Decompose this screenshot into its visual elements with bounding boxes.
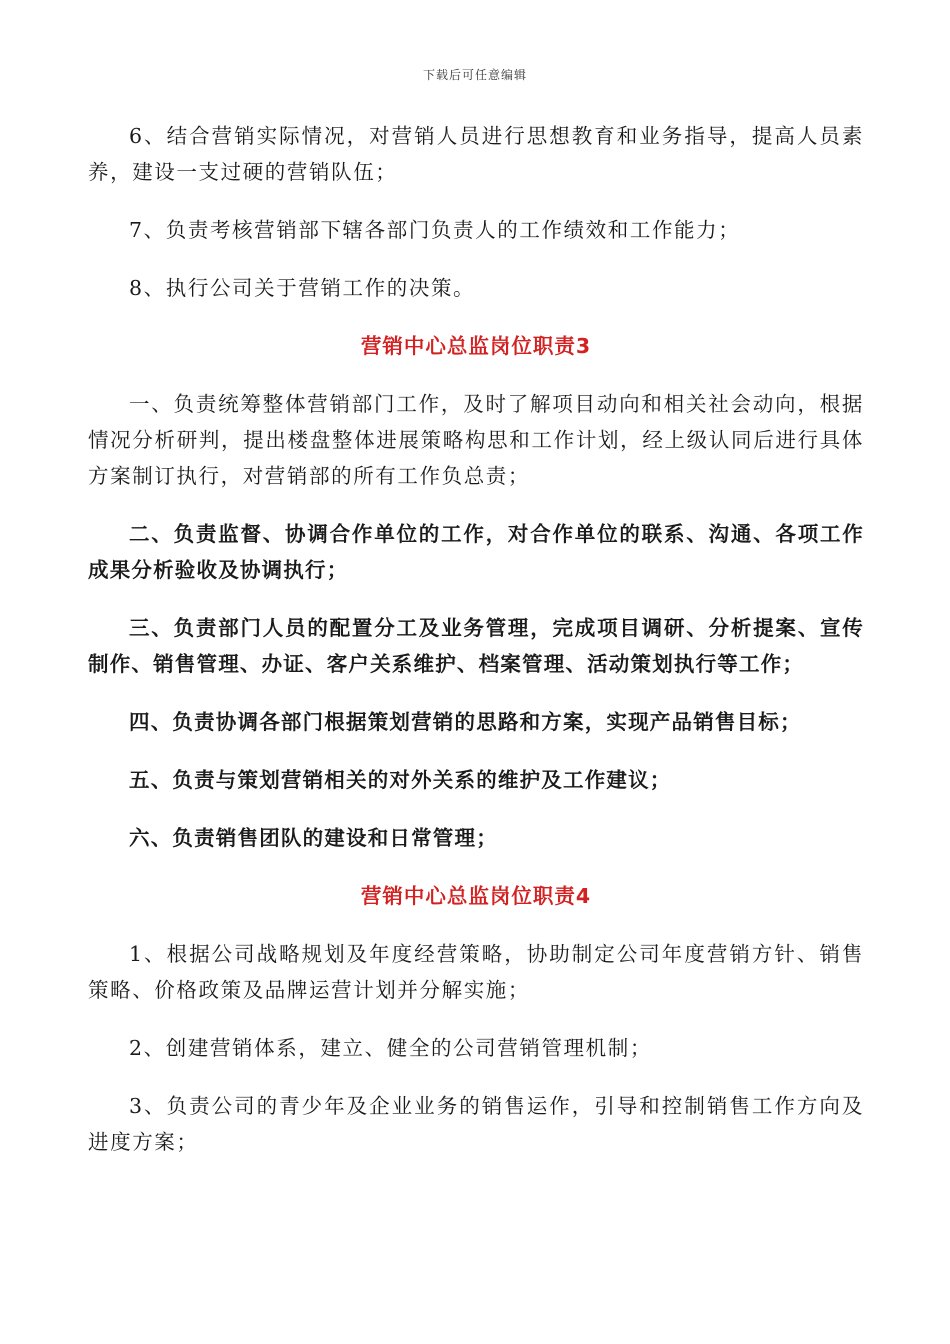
paragraph: 3、负责公司的青少年及企业业务的销售运作，引导和控制销售工作方向及进度方案； bbox=[88, 1094, 864, 1154]
paragraph: 1、根据公司战略规划及年度经营策略，协助制定公司年度营销方针、销售策略、价格政策及品牌运营计划并分解实施； bbox=[88, 942, 864, 1002]
bold-paragraph: 六、负责销售团队的建设和日常管理； bbox=[129, 826, 498, 850]
paragraph: 8、执行公司关于营销工作的决策。 bbox=[129, 276, 476, 300]
paragraph: 一、负责统筹整体营销部门工作，及时了解项目动向和相关社会动向，根据情况分析研判，提出楼盘整体进展策略构思和工作计划，经上级认同后进行具体方案制订执行，对营销部的所有工作负总责； bbox=[88, 392, 864, 488]
section-heading: 营销中心总监岗位职责4 bbox=[360, 884, 592, 908]
page-header-note: 下载后可任意编辑 bbox=[422, 68, 527, 82]
document-body bbox=[88, 118, 864, 1160]
bold-paragraph: 二、负责监督、协调合作单位的工作，对合作单位的联系、沟通、各项工作成果分析验收及协调执行； bbox=[88, 522, 864, 582]
paragraph: 2、创建营销体系，建立、健全的公司营销管理机制； bbox=[129, 1036, 652, 1060]
section-heading: 营销中心总监岗位职责3 bbox=[360, 334, 592, 358]
bold-paragraph: 五、负责与策划营销相关的对外关系的维护及工作建议； bbox=[129, 768, 672, 792]
paragraph: 7、负责考核营销部下辖各部门负责人的工作绩效和工作能力； bbox=[129, 218, 741, 242]
paragraph: 6、结合营销实际情况，对营销人员进行思想教育和业务指导，提高人员素养，建设一支过硬的营销队伍； bbox=[88, 124, 864, 184]
bold-paragraph: 三、负责部门人员的配置分工及业务管理，完成项目调研、分析提案、宣传制作、销售管理、办证、客户关系维护、档案管理、活动策划执行等工作； bbox=[88, 616, 864, 676]
bold-paragraph: 四、负责协调各部门根据策划营销的思路和方案，实现产品销售目标； bbox=[129, 710, 802, 734]
